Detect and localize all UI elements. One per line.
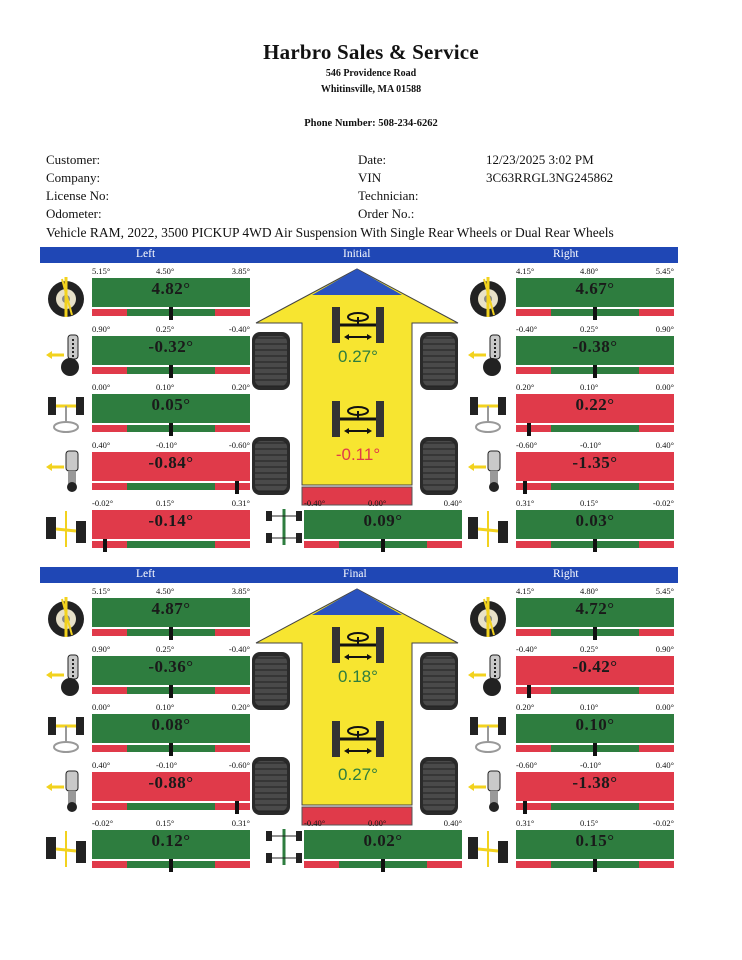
initial-left-camber-gauge-mid-label: 4.50° xyxy=(156,266,175,276)
final-thrust-gauge-value: 0.02° xyxy=(363,831,403,850)
final-left-toe-gauge xyxy=(92,703,250,758)
final-left-toe-gauge-max-label: 0.20° xyxy=(231,702,250,712)
initial-left-setback-gauge-range-low xyxy=(92,541,127,548)
final-left-sai-gauge-min-label: 0.40° xyxy=(92,760,111,770)
final-left-sai-gauge-mid-label: -0.10° xyxy=(156,760,178,770)
initial-right-toe-gauge-max-label: 0.00° xyxy=(655,382,674,392)
final-left-caster-gauge-range-low xyxy=(92,687,127,694)
final-right-setback-icon xyxy=(466,827,510,871)
initial-left-caster-gauge-value: -0.32° xyxy=(148,337,194,356)
final-right-setback-gauge-range-low xyxy=(516,861,551,868)
final-right-camber-gauge-max-label: 5.45° xyxy=(655,586,674,596)
initial-title: Initial xyxy=(343,248,371,260)
phone-number: 508-234-6262 xyxy=(378,118,438,129)
initial-rear-right-tire xyxy=(420,437,458,495)
initial-left-setback-gauge-range-bar xyxy=(92,541,250,548)
initial-left-toe-gauge-min-label: 0.00° xyxy=(92,382,111,392)
technician-label: Technician: xyxy=(358,188,419,203)
initial-left-toe-gauge xyxy=(92,383,250,438)
final-left-camber-icon xyxy=(44,595,88,639)
phone-label: Phone Number: xyxy=(304,118,376,129)
customer-label: Customer: xyxy=(46,152,101,167)
final-left-caster-gauge-range-high xyxy=(215,687,250,694)
initial-right-sai-icon xyxy=(466,449,510,493)
final-right-toe-gauge-range-high xyxy=(639,745,674,752)
final-right-caster-gauge-range-ok xyxy=(551,687,639,694)
final-right-caster-gauge-value: -0.42° xyxy=(572,657,618,676)
initial-right-sai-gauge-mid-label: -0.10° xyxy=(580,440,602,450)
initial-left-setback-gauge xyxy=(92,499,250,554)
initial-left-sai-gauge-value: -0.84° xyxy=(148,453,194,472)
phone-line xyxy=(0,118,742,129)
initial-thrust-gauge-min-label: -0.40° xyxy=(304,498,326,508)
final-left-setback-gauge-mid-label: 0.15° xyxy=(156,818,175,828)
initial-left-sai-gauge-max-label: -0.60° xyxy=(228,440,250,450)
initial-front-total-toe: 0.27° xyxy=(338,347,378,366)
vehicle-line xyxy=(46,225,614,241)
initial-left-caster-gauge-mid-label: 0.25° xyxy=(156,324,175,334)
final-thrust-gauge-max-label: 0.40° xyxy=(443,818,462,828)
final-left-sai-gauge-range-bar xyxy=(92,803,250,810)
final-left-camber-gauge-min-label: 5.15° xyxy=(92,586,111,596)
initial-left-camber-gauge-range-low xyxy=(92,309,127,316)
initial-left-setback-gauge-range-high xyxy=(215,541,250,548)
final-right-toe-icon xyxy=(466,711,510,755)
initial-right-caster-gauge-max-label: 0.90° xyxy=(655,324,674,334)
final-right-camber-gauge-needle xyxy=(593,627,597,640)
initial-right-toe-gauge xyxy=(516,383,674,438)
final-left-toe-gauge-mid-label: 0.10° xyxy=(156,702,175,712)
initial-right-sai-gauge-min-label: -0.60° xyxy=(516,440,538,450)
final-left-sai-gauge-range-low xyxy=(92,803,127,810)
final-rear-axle-icon xyxy=(328,717,388,761)
final-left-sai-gauge-value: -0.88° xyxy=(148,773,194,792)
initial-left-toe-gauge-needle xyxy=(169,423,173,436)
initial-left-toe-icon xyxy=(44,391,88,435)
final-thrust-gauge-range-low xyxy=(304,861,339,868)
initial-left-setback-gauge-needle xyxy=(103,539,107,552)
initial-left-setback-gauge-range-ok xyxy=(127,541,215,548)
initial-title-band xyxy=(40,247,678,263)
company-name: Harbro Sales & Service xyxy=(263,40,479,64)
final-right-camber-gauge-mid-label: 4.80° xyxy=(580,586,599,596)
final-right-sai-gauge-max-label: 0.40° xyxy=(655,760,674,770)
initial-right-setback-gauge-range-low xyxy=(516,541,551,548)
final-left-toe-gauge-range-low xyxy=(92,745,127,752)
order-label: Order No.: xyxy=(358,206,415,221)
initial-right-caster-gauge-value: -0.38° xyxy=(572,337,618,356)
final-right-caster-gauge-range-high xyxy=(639,687,674,694)
final-right-sai-gauge-value: -1.38° xyxy=(572,773,618,792)
initial-left-caster-gauge-max-label: -0.40° xyxy=(228,324,250,334)
initial-left-setback-gauge-mid-label: 0.15° xyxy=(156,498,175,508)
final-right-setback-gauge-range-high xyxy=(639,861,674,868)
initial-left-setback-gauge-value: -0.14° xyxy=(148,511,194,530)
final-front-total-toe: 0.18° xyxy=(338,667,378,686)
final-right-toe-gauge-min-label: 0.20° xyxy=(516,702,535,712)
final-right-caster-icon xyxy=(466,653,510,697)
initial-right-camber-gauge-max-label: 5.45° xyxy=(655,266,674,276)
initial-right-camber-gauge-min-label: 4.15° xyxy=(516,266,535,276)
final-left-setback-gauge-min-label: -0.02° xyxy=(92,818,114,828)
initial-right-caster-gauge xyxy=(516,325,674,380)
initial-right-camber-gauge-range-low xyxy=(516,309,551,316)
final-left-camber-gauge-needle xyxy=(169,627,173,640)
initial-left-toe-gauge-range-low xyxy=(92,425,127,432)
initial-thrust-gauge-range-high xyxy=(427,541,462,548)
initial-left-setback-gauge-max-label: 0.31° xyxy=(231,498,250,508)
initial-left-camber-gauge-range-high xyxy=(215,309,250,316)
initial-thrust-gauge xyxy=(304,499,462,554)
company-label: Company: xyxy=(46,170,101,185)
initial-right-setback-gauge-min-label: 0.31° xyxy=(516,498,535,508)
final-right-sai-gauge-range-ok xyxy=(551,803,639,810)
initial-left-sai-gauge-mid-label: -0.10° xyxy=(156,440,178,450)
initial-right-setback-gauge-mid-label: 0.15° xyxy=(580,498,599,508)
final-right-toe-gauge-needle xyxy=(593,743,597,756)
initial-front-axle-icon xyxy=(328,303,388,347)
final-left-sai-gauge xyxy=(92,761,250,816)
final-left-sai-gauge-range-ok xyxy=(127,803,215,810)
initial-right-sai-gauge-range-high xyxy=(639,483,674,490)
initial-left-sai-gauge-range-ok xyxy=(127,483,215,490)
initial-right-toe-gauge-range-ok xyxy=(551,425,639,432)
initial-right-setback-gauge-value: 0.03° xyxy=(575,511,615,530)
final-thrust-gauge-mid-label: 0.00° xyxy=(368,818,387,828)
initial-left-toe-gauge-max-label: 0.20° xyxy=(231,382,250,392)
initial-right-setback-icon xyxy=(466,507,510,551)
initial-right-camber-gauge-mid-label: 4.80° xyxy=(580,266,599,276)
final-left-sai-gauge-needle xyxy=(235,801,239,814)
initial-left-caster-gauge-needle xyxy=(169,365,173,378)
date-label: Date: xyxy=(358,152,387,167)
final-right-camber-icon xyxy=(466,595,510,639)
final-right-toe-gauge-range-low xyxy=(516,745,551,752)
initial-left-setback-gauge-min-label: -0.02° xyxy=(92,498,114,508)
final-right-caster-gauge-mid-label: 0.25° xyxy=(580,644,599,654)
initial-left-sai-gauge-range-bar xyxy=(92,483,250,490)
initial-right-caster-gauge-range-high xyxy=(639,367,674,374)
final-right-caster-gauge-range-low xyxy=(516,687,551,694)
final-thrust-icon xyxy=(262,825,306,869)
final-title: Final xyxy=(343,568,367,580)
final-left-toe-icon xyxy=(44,711,88,755)
initial-right-caster-gauge-mid-label: 0.25° xyxy=(580,324,599,334)
initial-right-sai-gauge-needle xyxy=(523,481,527,494)
initial-right-sai-gauge-range-ok xyxy=(551,483,639,490)
initial-left-toe-gauge-value: 0.05° xyxy=(151,395,191,414)
initial-left-camber-gauge xyxy=(92,267,250,322)
initial-right-camber-gauge-range-high xyxy=(639,309,674,316)
final-left-caster-icon xyxy=(44,653,88,697)
final-thrust-gauge-range-high xyxy=(427,861,462,868)
initial-left-camber-gauge-min-label: 5.15° xyxy=(92,266,111,276)
initial-right-sai-gauge xyxy=(516,441,674,496)
final-right-setback-gauge xyxy=(516,819,674,874)
final-right-sai-gauge-mid-label: -0.10° xyxy=(580,760,602,770)
final-left-caster-gauge xyxy=(92,645,250,700)
initial-right-setback-gauge-max-label: -0.02° xyxy=(652,498,674,508)
final-left-caster-gauge-max-label: -0.40° xyxy=(228,644,250,654)
initial-left-caster-gauge-range-low xyxy=(92,367,127,374)
final-left-label: Left xyxy=(136,568,156,580)
vin-value: 3C63RRGL3NG245862 xyxy=(486,170,614,185)
final-right-sai-gauge-needle xyxy=(523,801,527,814)
final-right-camber-gauge-value: 4.72° xyxy=(575,599,615,618)
final-left-caster-gauge-mid-label: 0.25° xyxy=(156,644,175,654)
final-rear-total-toe: 0.27° xyxy=(338,765,378,784)
final-left-setback-gauge xyxy=(92,819,250,874)
initial-thrust-gauge-mid-label: 0.00° xyxy=(368,498,387,508)
final-right-sai-gauge-min-label: -0.60° xyxy=(516,760,538,770)
initial-rear-axle-icon xyxy=(328,397,388,441)
initial-panel xyxy=(0,247,742,577)
final-left-setback-gauge-needle xyxy=(169,859,173,872)
initial-right-label: Right xyxy=(553,248,579,260)
initial-thrust-gauge-needle xyxy=(381,539,385,552)
final-left-camber-gauge-range-low xyxy=(92,629,127,636)
initial-right-camber-icon xyxy=(466,275,510,319)
final-left-camber-gauge-mid-label: 4.50° xyxy=(156,586,175,596)
initial-rear-left-tire xyxy=(252,437,290,495)
final-left-caster-gauge-min-label: 0.90° xyxy=(92,644,111,654)
initial-left-toe-gauge-range-high xyxy=(215,425,250,432)
final-right-sai-gauge xyxy=(516,761,674,816)
initial-right-toe-gauge-value: 0.22° xyxy=(575,395,615,414)
final-left-setback-icon xyxy=(44,827,88,871)
final-left-camber-gauge-max-label: 3.85° xyxy=(231,586,250,596)
final-right-toe-gauge-mid-label: 0.10° xyxy=(580,702,599,712)
initial-right-toe-gauge-mid-label: 0.10° xyxy=(580,382,599,392)
initial-left-toe-gauge-mid-label: 0.10° xyxy=(156,382,175,392)
final-left-caster-gauge-needle xyxy=(169,685,173,698)
initial-right-caster-gauge-min-label: -0.40° xyxy=(516,324,538,334)
initial-right-toe-gauge-range-high xyxy=(639,425,674,432)
initial-front-left-tire xyxy=(252,332,290,390)
final-right-camber-gauge xyxy=(516,587,674,642)
final-right-camber-gauge-range-low xyxy=(516,629,551,636)
initial-left-caster-icon xyxy=(44,333,88,377)
vehicle-value: RAM, 2022, 3500 PICKUP 4WD Air Suspension With Single Rear Wheels or Dual Rear Wheels xyxy=(89,225,614,240)
initial-right-caster-gauge-needle xyxy=(593,365,597,378)
initial-left-sai-icon xyxy=(44,449,88,493)
final-left-toe-gauge-min-label: 0.00° xyxy=(92,702,111,712)
odometer-label: Odometer: xyxy=(46,206,102,221)
final-left-setback-gauge-range-high xyxy=(215,861,250,868)
initial-right-sai-gauge-max-label: 0.40° xyxy=(655,440,674,450)
final-front-left-tire xyxy=(252,652,290,710)
final-right-caster-gauge-max-label: 0.90° xyxy=(655,644,674,654)
initial-left-caster-gauge xyxy=(92,325,250,380)
initial-left-sai-gauge-needle xyxy=(235,481,239,494)
initial-right-sai-gauge-value: -1.35° xyxy=(572,453,618,472)
final-right-camber-gauge-min-label: 4.15° xyxy=(516,586,535,596)
initial-left-sai-gauge-range-high xyxy=(215,483,250,490)
final-thrust-gauge xyxy=(304,819,462,874)
final-left-sai-gauge-max-label: -0.60° xyxy=(228,760,250,770)
final-front-right-tire xyxy=(420,652,458,710)
final-right-setback-gauge-mid-label: 0.15° xyxy=(580,818,599,828)
final-left-toe-gauge-range-high xyxy=(215,745,250,752)
final-right-toe-gauge-max-label: 0.00° xyxy=(655,702,674,712)
initial-left-camber-icon xyxy=(44,275,88,319)
initial-left-camber-gauge-value: 4.82° xyxy=(151,279,191,298)
final-left-caster-gauge-value: -0.36° xyxy=(148,657,194,676)
final-panel xyxy=(0,567,742,897)
initial-left-caster-gauge-range-high xyxy=(215,367,250,374)
initial-left-camber-gauge-needle xyxy=(169,307,173,320)
final-right-sai-gauge-range-low xyxy=(516,803,551,810)
vin-label: VIN xyxy=(358,170,382,185)
final-thrust-gauge-min-label: -0.40° xyxy=(304,818,326,828)
initial-right-toe-icon xyxy=(466,391,510,435)
final-right-caster-gauge-range-bar xyxy=(516,687,674,694)
initial-right-setback-gauge xyxy=(516,499,674,554)
initial-right-setback-gauge-needle xyxy=(593,539,597,552)
initial-left-setback-icon xyxy=(44,507,88,551)
vehicle-label: Vehicle xyxy=(46,225,87,240)
final-front-axle-icon xyxy=(328,623,388,667)
initial-left-sai-gauge xyxy=(92,441,250,496)
initial-right-toe-gauge-range-low xyxy=(516,425,551,432)
address-line-2: Whitinsville, MA 01588 xyxy=(320,84,422,95)
initial-thrust-gauge-range-low xyxy=(304,541,339,548)
final-right-sai-gauge-range-high xyxy=(639,803,674,810)
initial-right-camber-gauge-value: 4.67° xyxy=(575,279,615,298)
final-left-camber-gauge-value: 4.87° xyxy=(151,599,191,618)
final-right-caster-gauge-min-label: -0.40° xyxy=(516,644,538,654)
final-rear-left-tire xyxy=(252,757,290,815)
final-right-sai-gauge-range-bar xyxy=(516,803,674,810)
initial-left-camber-gauge-max-label: 3.85° xyxy=(231,266,250,276)
final-right-sai-icon xyxy=(466,769,510,813)
final-right-caster-gauge-needle xyxy=(527,685,531,698)
final-right-setback-gauge-min-label: 0.31° xyxy=(516,818,535,828)
date-value: 12/23/2025 3:02 PM xyxy=(486,152,594,167)
initial-right-caster-gauge-range-low xyxy=(516,367,551,374)
initial-right-toe-gauge-min-label: 0.20° xyxy=(516,382,535,392)
initial-right-camber-gauge xyxy=(516,267,674,322)
final-right-setback-gauge-value: 0.15° xyxy=(575,831,615,850)
final-left-toe-gauge-value: 0.08° xyxy=(151,715,191,734)
license-label: License No: xyxy=(46,188,110,203)
initial-right-setback-gauge-range-high xyxy=(639,541,674,548)
final-left-setback-gauge-value: 0.12° xyxy=(151,831,191,850)
final-right-camber-gauge-range-high xyxy=(639,629,674,636)
initial-right-sai-gauge-range-bar xyxy=(516,483,674,490)
initial-left-label: Left xyxy=(136,248,156,260)
initial-front-right-tire xyxy=(420,332,458,390)
final-right-toe-gauge-value: 0.10° xyxy=(575,715,615,734)
initial-right-toe-gauge-range-bar xyxy=(516,425,674,432)
final-right-setback-gauge-max-label: -0.02° xyxy=(652,818,674,828)
initial-rear-total-toe: -0.11° xyxy=(335,445,381,464)
initial-left-caster-gauge-min-label: 0.90° xyxy=(92,324,111,334)
final-left-setback-gauge-range-low xyxy=(92,861,127,868)
initial-left-sai-gauge-range-low xyxy=(92,483,127,490)
final-right-setback-gauge-needle xyxy=(593,859,597,872)
final-thrust-gauge-needle xyxy=(381,859,385,872)
final-right-toe-gauge xyxy=(516,703,674,758)
final-right-caster-gauge xyxy=(516,645,674,700)
final-left-camber-gauge xyxy=(92,587,250,642)
final-right-label: Right xyxy=(553,568,579,580)
final-title-band xyxy=(40,567,678,583)
initial-right-toe-gauge-needle xyxy=(527,423,531,436)
final-left-toe-gauge-needle xyxy=(169,743,173,756)
initial-right-caster-icon xyxy=(466,333,510,377)
final-left-sai-gauge-range-high xyxy=(215,803,250,810)
initial-thrust-gauge-value: 0.09° xyxy=(363,511,403,530)
address-line-1: 546 Providence Road xyxy=(325,68,417,79)
initial-left-sai-gauge-min-label: 0.40° xyxy=(92,440,111,450)
final-left-camber-gauge-range-high xyxy=(215,629,250,636)
final-rear-right-tire xyxy=(420,757,458,815)
final-left-setback-gauge-max-label: 0.31° xyxy=(231,818,250,828)
final-left-sai-icon xyxy=(44,769,88,813)
initial-right-camber-gauge-needle xyxy=(593,307,597,320)
initial-thrust-icon xyxy=(262,505,306,549)
initial-thrust-gauge-max-label: 0.40° xyxy=(443,498,462,508)
initial-right-sai-gauge-range-low xyxy=(516,483,551,490)
